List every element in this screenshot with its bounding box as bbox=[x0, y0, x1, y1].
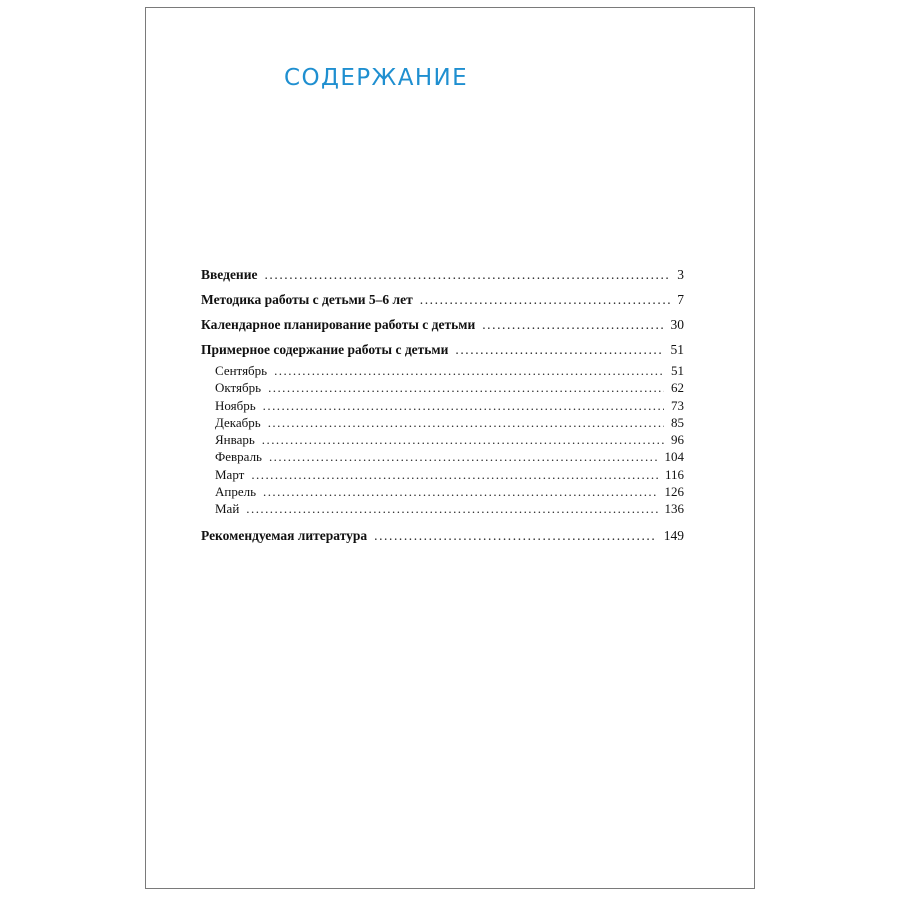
toc-subentry-label: Май bbox=[215, 501, 240, 517]
toc-subentry-march[interactable] bbox=[201, 466, 684, 483]
dot-leader bbox=[263, 397, 664, 414]
toc-subentry-november[interactable] bbox=[201, 397, 684, 414]
toc-entry-label: Примерное содержание работы с детьми bbox=[201, 342, 449, 357]
toc-entry-content[interactable] bbox=[201, 337, 684, 362]
toc-entry-label: Рекомендуемая литература bbox=[201, 527, 368, 543]
toc-entry-page: 30 bbox=[670, 317, 684, 332]
dot-leader bbox=[264, 262, 670, 287]
toc-entry-label: Календарное планирование работы с детьми bbox=[201, 317, 476, 332]
dot-leader bbox=[269, 448, 658, 465]
dot-leader bbox=[263, 483, 657, 500]
toc-subentry-october[interactable] bbox=[201, 379, 684, 396]
dot-leader bbox=[268, 379, 664, 396]
dot-leader bbox=[455, 337, 663, 362]
toc-entry-method[interactable] bbox=[201, 287, 684, 312]
toc-entry-page: 51 bbox=[670, 342, 684, 357]
toc-entry-intro[interactable] bbox=[201, 262, 684, 287]
toc-entry-literature[interactable] bbox=[201, 523, 684, 548]
toc-subentry-page: 73 bbox=[671, 397, 684, 413]
toc-entry-label: Методика работы с детьми 5–6 лет bbox=[201, 292, 413, 307]
toc-subentry-label: Февраль bbox=[215, 449, 262, 465]
toc-subentry-label: Октябрь bbox=[215, 380, 262, 396]
dot-leader bbox=[251, 466, 658, 483]
toc-entry-page: 149 bbox=[663, 527, 684, 543]
toc-subentry-label: Март bbox=[215, 466, 245, 482]
toc-subentry-may[interactable] bbox=[201, 500, 684, 517]
toc-entry-page: 7 bbox=[677, 292, 684, 307]
toc-subentry-label: Декабрь bbox=[215, 414, 261, 430]
dot-leader bbox=[420, 287, 670, 312]
toc-subentry-september[interactable] bbox=[201, 362, 684, 379]
toc-subentry-page: 51 bbox=[671, 363, 684, 378]
toc-subentry-january[interactable] bbox=[201, 431, 684, 448]
toc-entry-page: 3 bbox=[677, 267, 684, 282]
table-of-contents bbox=[201, 262, 684, 548]
dot-leader bbox=[374, 523, 657, 548]
toc-subentry-label: Ноябрь bbox=[215, 397, 256, 413]
toc-subentry-label: Апрель bbox=[215, 484, 257, 500]
document-page bbox=[145, 7, 755, 889]
toc-subentry-label: Сентябрь bbox=[215, 363, 268, 378]
toc-subentry-december[interactable] bbox=[201, 414, 684, 431]
toc-subentry-february[interactable] bbox=[201, 448, 684, 465]
toc-subentry-page: 104 bbox=[664, 449, 684, 465]
toc-entry-label: Введение bbox=[201, 267, 258, 282]
dot-leader bbox=[246, 500, 657, 517]
toc-subentry-page: 126 bbox=[664, 484, 684, 500]
dot-leader bbox=[274, 362, 664, 379]
toc-subentry-page: 96 bbox=[671, 432, 684, 448]
dot-leader bbox=[262, 431, 664, 448]
page-title: СОДЕРЖАНИЕ bbox=[284, 65, 469, 91]
toc-subentry-april[interactable] bbox=[201, 483, 684, 500]
toc-subentry-page: 116 bbox=[664, 466, 684, 482]
toc-subentry-page: 136 bbox=[664, 501, 684, 517]
dot-leader bbox=[268, 414, 664, 431]
toc-subentry-page: 85 bbox=[671, 414, 684, 430]
toc-subentry-label: Январь bbox=[215, 432, 255, 448]
dot-leader bbox=[482, 312, 663, 337]
toc-entry-calendar[interactable] bbox=[201, 312, 684, 337]
toc-subentry-page: 62 bbox=[671, 380, 684, 396]
